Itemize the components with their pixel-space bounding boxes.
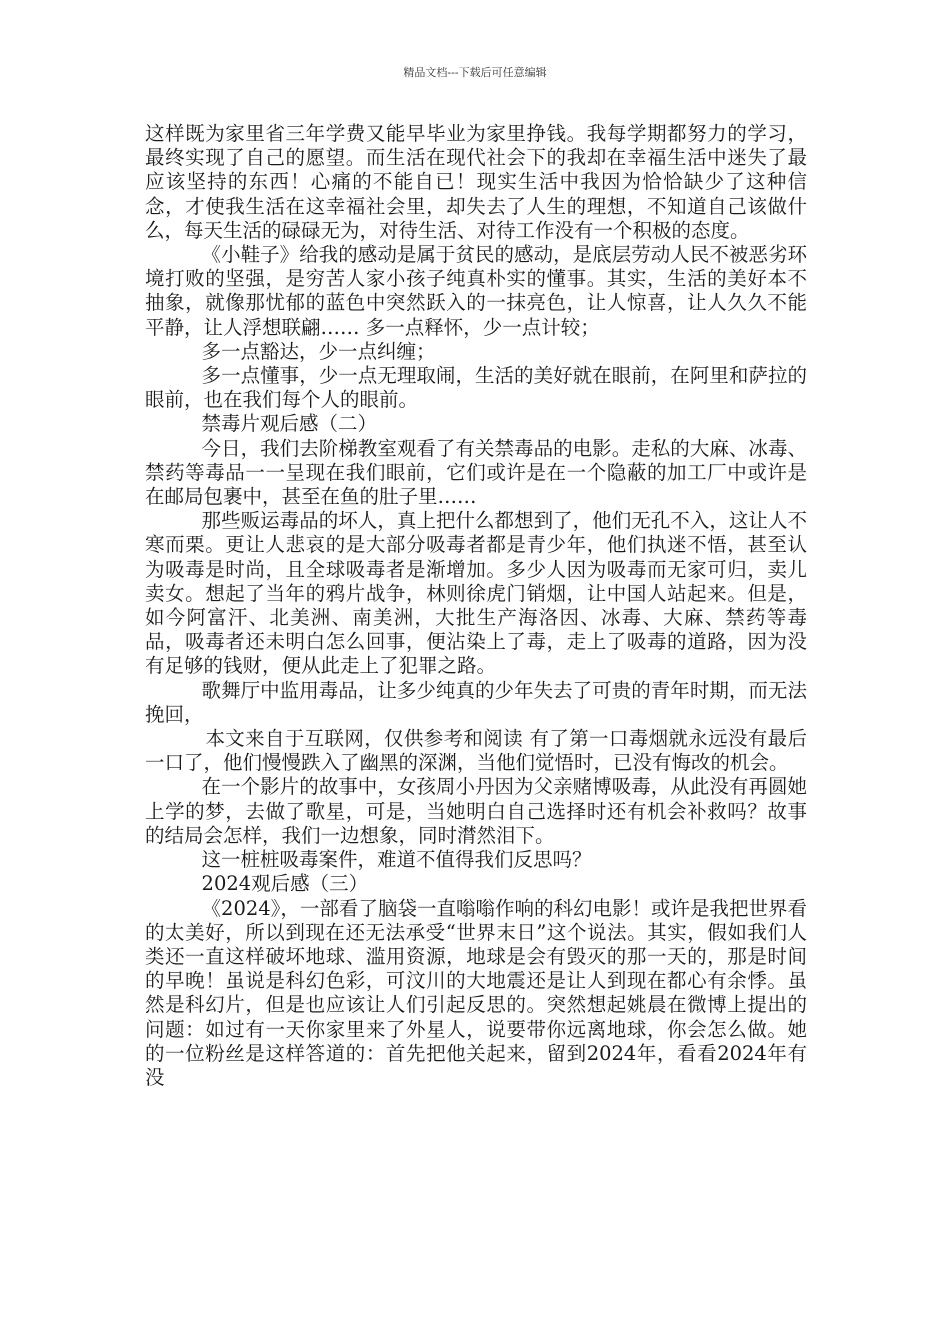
paragraph-drug-film-intro: 今日，我们去阶梯教室观看了有关禁毒品的电影。走私的大麻、冰毒、禁药等毒品一一呈现在我们眼前，它们或许是在一个隐蔽的加工厂中或许是在邮局包裹中，甚至在鱼的肚子里…… (145, 436, 807, 509)
paragraph-continuation: 这样既为家里省三年学费又能早毕业为家里挣钱。我每学期都努力的学习，最终实现了自己的愿望。而生活在现代社会下的我却在幸福生活中迷失了最应该坚持的东西！心痛的不能自已！现实生活中我因为恰恰缺少了这种信念，才使我生活在这幸福社会里，却失去了人生的理想，不知道自己该做什么，每天生活的碌碌无为，对待生活、对待工作没有一个积极的态度。 (145, 122, 807, 242)
paragraph-drug-traffickers: 那些贩运毒品的坏人，真上把什么都想到了，他们无孔不入，这让人不寒而栗。更让人悲哀的是大部分吸毒者都是青少年，他们执迷不悟，甚至认为吸毒是时尚，且全球吸毒者是渐增加。多少人因为吸毒而无家可归，卖儿卖女。想起了当年的鸦片战争，林则徐虎门销烟，让中国人站起来。但是，如今阿富汗、北美洲、南美洲，大批生产海洛因、冰毒、大麻、禁药等毒品，吸毒者还未明白怎么回事，便沾染上了毒，走上了吸毒的道路，因为没有足够的钱财，便从此走上了犯罪之路。 (145, 509, 807, 678)
paragraph-little-shoes: 《小鞋子》给我的感动是属于贫民的感动，是底层劳动人民不被恶劣环境打败的坚强，是穷苦人家小孩子纯真朴实的懂事。其实，生活的美好本不抽象，就像那忧郁的蓝色中突然跃入的一抹亮色，让人惊喜，让人久久不能平静，让人浮想联翩…… 多一点释怀，少一点计较； (145, 243, 807, 339)
section-title-2024: 2024观后感（三） (201, 872, 369, 896)
page-header: 精品文档---下载后可任意编辑 (403, 66, 547, 79)
document-body (145, 122, 807, 1090)
paragraph-source-note: 本文来自于互联网，仅供参考和阅读 有了第一口毒烟就永远没有最后一口了，他们慢慢跌入了幽黑的深渊，当他们觉悟时，已没有悔改的机会。 (145, 727, 807, 775)
paragraph-2024-review: 《2024》，一部看了脑袋一直嗡嗡作响的科幻电影！或许是我把世界看的太美好，所以到现在还无法承受“世界末日”这个说法。其实，假如我们人类还一直这样破坏地球、滥用资源，地球是会有毁灭的那一天的，那是时间的早晚！虽说是科幻色彩，可汶川的大地震还是让人到现在都心有余悸。虽然是科幻片，但是也应该让人们引起反思的。突然想起姚晨在微博上提出的问题：如过有一天你家里来了外星人，说要带你远离地球，你会怎么做。她的一位粉丝是这样答道的：首先把他关起来，留到2024年，看看2024年有没 (145, 896, 807, 1089)
paragraph-reflection: 这一桩桩吸毒案件，难道不值得我们反思吗？ (201, 848, 592, 872)
paragraph-dance-hall: 歌舞厅中监用毒品，让多少纯真的少年失去了可贵的青年时期，而无法挽回， (145, 678, 807, 726)
paragraph-more-openness: 多一点豁达，少一点纠缠； (201, 339, 436, 363)
paragraph-zhou-xiaodan: 在一个影片的故事中，女孩周小丹因为父亲赌博吸毒，从此没有再圆她上学的梦，去做了歌星，可是，当她明白自己选择时还有机会补救吗？故事的结局会怎样，我们一边想象，同时潸然泪下。 (145, 775, 807, 847)
paragraph-more-understanding: 多一点懂事，少一点无理取闹，生活的美好就在眼前，在阿里和萨拉的眼前，也在我们每个人的眼前。 (145, 364, 807, 412)
section-title-anti-drug: 禁毒片观后感（二） (201, 412, 378, 436)
